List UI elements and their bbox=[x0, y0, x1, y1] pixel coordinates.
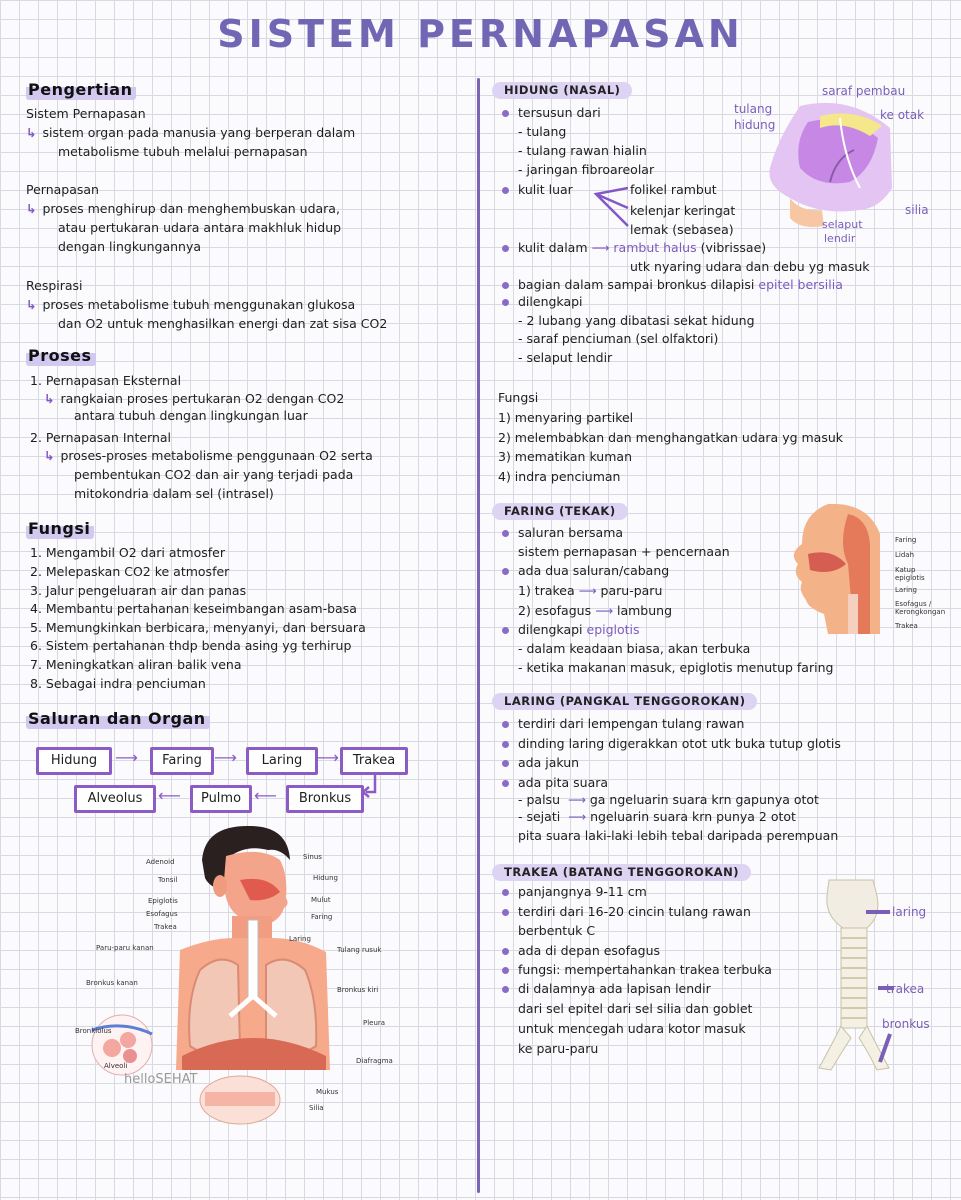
proses-item-2: 2. Pernapasan Internal bbox=[30, 430, 172, 445]
arrow-icon: ⟶ bbox=[568, 809, 587, 824]
label-sinus: Sinus bbox=[303, 853, 322, 861]
arrow-icon: ⟶ bbox=[578, 583, 597, 598]
bullet-icon bbox=[502, 110, 509, 117]
label-bronkiolus: Bronkiolus bbox=[75, 1027, 112, 1035]
saluran-heading: Saluran dan Organ bbox=[26, 709, 210, 729]
label-trakea: Trakea bbox=[895, 622, 918, 630]
bullet-icon bbox=[502, 780, 509, 787]
faring-b1-2: sistem pernapasan + pencernaan bbox=[518, 544, 730, 559]
trakea-b3: ada di depan esofagus bbox=[500, 941, 660, 960]
proses-item-2-desc-2: pembentukan CO2 dan air yang terjadi pada bbox=[74, 467, 354, 482]
page-title: SISTEM PERNAPASAN bbox=[217, 12, 744, 56]
bullet-icon bbox=[502, 627, 509, 634]
trakea-pill: TRAKEA (BATANG TENGGOROKAN) bbox=[492, 864, 751, 881]
proses-item-1: 1. Pernapasan Eksternal bbox=[30, 373, 182, 388]
trakea-b5-4: ke paru-paru bbox=[518, 1041, 599, 1056]
bullet-icon bbox=[502, 967, 509, 974]
label-katup-epiglotis: Katup epiglotis bbox=[895, 566, 925, 582]
return-arrow-icon: ↳ bbox=[26, 297, 37, 312]
label-mulut: Mulut bbox=[311, 896, 331, 904]
flow-arrow-icon: ⟵ bbox=[158, 786, 181, 805]
bullet-icon bbox=[502, 741, 509, 748]
hidung-fungsi-item: 4) indra penciuman bbox=[498, 469, 621, 484]
sistem-def-2: metabolisme tubuh melalui pernapasan bbox=[58, 144, 308, 159]
trakea-b5: di dalamnya ada lapisan lendir bbox=[500, 979, 711, 998]
pengertian-heading: Pengertian bbox=[26, 80, 136, 100]
label-esofagus: Esofagus / Kerongkongan bbox=[895, 600, 946, 616]
label-trakea: Trakea bbox=[154, 923, 177, 931]
faring-b3-item: - ketika makanan masuk, epiglotis menutup faring bbox=[518, 660, 834, 675]
watermark: helloSEHAT bbox=[124, 1072, 198, 1087]
bullet-icon bbox=[502, 245, 509, 252]
laring-b4: ada pita suara bbox=[500, 773, 608, 792]
proses-item-2-desc: ↳ proses-proses metabolisme penggunaan O2 serta bbox=[44, 448, 373, 463]
laring-b3: ada jakun bbox=[500, 753, 579, 772]
flow-trakea: Trakea bbox=[340, 747, 408, 775]
annot-laring: laring bbox=[892, 905, 927, 919]
flow-arrow-icon: ⟶ bbox=[214, 748, 237, 767]
bullet-icon bbox=[502, 299, 509, 306]
flow-arrow-icon: ⟶ bbox=[115, 748, 138, 767]
faring-b3: dilengkapi epiglotis bbox=[500, 620, 640, 639]
fungsi-heading: Fungsi bbox=[26, 519, 94, 539]
annot-ke-otak: ke otak bbox=[880, 108, 925, 122]
label-faring: Faring bbox=[311, 913, 333, 921]
annot-selaput: selaput bbox=[822, 218, 863, 231]
label-diafragma: Diafragma bbox=[356, 1057, 393, 1065]
annot-lendir: lendir bbox=[824, 232, 856, 245]
bullet-icon bbox=[502, 948, 509, 955]
label-paru-kanan: Paru-paru kanan bbox=[96, 944, 154, 952]
hidung-tersusun-item: - jaringan fibroareolar bbox=[518, 162, 655, 177]
faring-b1: saluran bersama bbox=[500, 523, 623, 542]
label-tonsil: Tonsil bbox=[158, 876, 178, 884]
trakea-b2: terdiri dari 16-20 cincin tulang rawan bbox=[500, 902, 751, 921]
laring-palsu: - palsu ⟶ ga ngeluarin suara krn gapunya otot bbox=[518, 792, 819, 807]
hidung-dilengkapi: dilengkapi bbox=[500, 292, 583, 311]
trakea-b4: fungsi: mempertahankan trakea terbuka bbox=[500, 960, 772, 979]
laring-b4-end: pita suara laki-laki lebih tebal daripada perempuan bbox=[518, 828, 839, 843]
laring-pill: LARING (PANGKAL TENGGOROKAN) bbox=[492, 693, 757, 710]
label-bronkus-kanan: Bronkus kanan bbox=[86, 979, 138, 987]
fungsi-item: 6. Sistem pertahanan thdp benda asing yg terhirup bbox=[30, 638, 352, 653]
label-laring: Laring bbox=[895, 586, 917, 594]
label-esofagus: Esofagus bbox=[146, 910, 178, 918]
proses-heading: Proses bbox=[26, 346, 96, 366]
flow-hidung: Hidung bbox=[36, 747, 112, 775]
faring-pill: FARING (TEKAK) bbox=[492, 503, 628, 520]
label-adenoid: Adenoid bbox=[146, 858, 175, 866]
fungsi-item: 3. Jalur pengeluaran air dan panas bbox=[30, 583, 247, 598]
hidung-fungsi-label: Fungsi bbox=[498, 390, 539, 405]
flow-laring: Laring bbox=[246, 747, 318, 775]
label-laring: Laring bbox=[289, 935, 311, 943]
arrow-icon: ⟶ bbox=[591, 240, 610, 255]
trakea-b2-2: berbentuk C bbox=[518, 923, 596, 938]
bullet-icon bbox=[502, 909, 509, 916]
hidung-tersusun-item: - tulang rawan hialin bbox=[518, 143, 647, 158]
label-tulang-rusuk: Tulang rusuk bbox=[337, 946, 382, 954]
annot-bronkus: bronkus bbox=[882, 1017, 930, 1031]
trakea-b1: panjangnya 9-11 cm bbox=[500, 882, 647, 901]
hidung-dilengkapi-item: - 2 lubang yang dibatasi sekat hidung bbox=[518, 313, 755, 328]
laring-sejati: - sejati ⟶ ngeluarin suara krn punya 2 otot bbox=[518, 809, 796, 824]
sistem-label: Sistem Pernapasan bbox=[26, 106, 146, 121]
pernapasan-def: ↳ proses menghirup dan menghembuskan udara, bbox=[26, 201, 340, 216]
return-arrow-icon: ↳ bbox=[26, 125, 37, 140]
proses-item-2-desc-3: mitokondria dalam sel (intrasel) bbox=[74, 486, 274, 501]
fungsi-item: 4. Membantu pertahanan keseimbangan asam-basa bbox=[30, 601, 357, 616]
hidung-fungsi-item: 3) mematikan kuman bbox=[498, 449, 632, 464]
pernapasan-def-2: atau pertukaran udara antara makhluk hidup bbox=[58, 220, 342, 235]
label-epiglotis: Epiglotis bbox=[148, 897, 178, 905]
trakea-b5-3: untuk mencegah udara kotor masuk bbox=[518, 1021, 746, 1036]
label-lidah: Lidah bbox=[895, 551, 915, 559]
faring-b2-2: 2) esofagus ⟶ lambung bbox=[518, 603, 673, 618]
hidung-kulit-dalam-2: utk nyaring udara dan debu yg masuk bbox=[630, 259, 870, 274]
faring-b2: ada dua saluran/cabang bbox=[500, 561, 669, 580]
kulit-luar-item: lemak (sebasea) bbox=[630, 222, 734, 237]
fungsi-item: 8. Sebagai indra penciuman bbox=[30, 676, 206, 691]
bullet-icon bbox=[502, 889, 509, 896]
pharynx-illustration bbox=[788, 504, 888, 634]
return-arrow-icon: ↳ bbox=[44, 448, 55, 463]
label-silia: Silia bbox=[309, 1104, 324, 1112]
laring-b2: dinding laring digerakkan otot utk buka tutup glotis bbox=[500, 734, 841, 753]
laring-b1: terdiri dari lempengan tulang rawan bbox=[500, 714, 744, 733]
flow-alveolus: Alveolus bbox=[74, 785, 156, 813]
arrow-icon: ⟶ bbox=[567, 792, 586, 807]
hidung-pill: HIDUNG (NASAL) bbox=[492, 82, 632, 99]
annot-silia: silia bbox=[905, 203, 929, 217]
respirasi-def-2: dan O2 untuk menghasilkan energi dan zat sisa CO2 bbox=[58, 316, 388, 331]
column-divider bbox=[477, 78, 480, 1193]
flow-bronkus: Bronkus bbox=[286, 785, 364, 813]
sistem-def: ↳ sistem organ pada manusia yang berperan dalam bbox=[26, 125, 356, 140]
arrow-icon: ⟶ bbox=[595, 603, 613, 618]
bullet-icon bbox=[502, 568, 509, 575]
annot-hidung: hidung bbox=[734, 118, 776, 132]
fungsi-item: 2. Melepaskan CO2 ke atmosfer bbox=[30, 564, 230, 579]
label-bronkus-kiri: Bronkus kiri bbox=[337, 986, 379, 994]
flow-pulmo: Pulmo bbox=[190, 785, 252, 813]
bullet-icon bbox=[502, 721, 509, 728]
return-arrow-icon: ↳ bbox=[26, 201, 37, 216]
annot-trakea: trakea bbox=[886, 982, 925, 996]
annot-tulang: tulang bbox=[734, 102, 773, 116]
faring-b2-1: 1) trakea ⟶ paru-paru bbox=[518, 583, 663, 598]
label-faring: Faring bbox=[895, 536, 917, 544]
fungsi-item: 1. Mengambil O2 dari atmosfer bbox=[30, 545, 225, 560]
branch-arrow-icon bbox=[590, 184, 630, 230]
label-alveoli: Alveoli bbox=[104, 1062, 128, 1070]
flow-arrow-icon: ⟶ bbox=[316, 748, 339, 767]
bullet-icon bbox=[502, 530, 509, 537]
bullet-icon bbox=[502, 187, 509, 194]
respirasi-def: ↳ proses metabolisme tubuh menggunakan glukosa bbox=[26, 297, 356, 312]
hidung-fungsi-item: 2) melembabkan dan menghangatkan udara yg masuk bbox=[498, 430, 844, 445]
flow-arrow-icon: ⟵ bbox=[254, 786, 277, 805]
proses-item-1-desc: ↳ rangkaian proses pertukaran O2 dengan CO2 bbox=[44, 391, 345, 406]
label-mukus: Mukus bbox=[316, 1088, 339, 1096]
kulit-luar-item: kelenjar keringat bbox=[630, 203, 736, 218]
pernapasan-def-3: dengan lingkungannya bbox=[58, 239, 202, 254]
hidung-bagian-dalam: bagian dalam sampai bronkus dilapisi epitel bersilia bbox=[500, 275, 843, 294]
hidung-fungsi-item: 1) menyaring partikel bbox=[498, 410, 634, 425]
hidung-tersusun-item: - tulang bbox=[518, 124, 567, 139]
trakea-b5-2: dari sel epitel dari sel silia dan goblet bbox=[518, 1001, 753, 1016]
hidung-kulit-luar: kulit luar bbox=[500, 180, 573, 199]
kulit-luar-item: folikel rambut bbox=[630, 182, 717, 197]
bullet-icon bbox=[502, 282, 509, 289]
hidung-tersusun: tersusun dari bbox=[500, 103, 601, 122]
label-pleura: Pleura bbox=[363, 1019, 386, 1027]
flow-faring: Faring bbox=[150, 747, 214, 775]
annot-saraf-pembau: saraf pembau bbox=[822, 84, 906, 98]
hidung-dilengkapi-item: - selaput lendir bbox=[518, 350, 613, 365]
fungsi-item: 7. Meningkatkan aliran balik vena bbox=[30, 657, 242, 672]
faring-b3-item: - dalam keadaan biasa, akan terbuka bbox=[518, 641, 751, 656]
bullet-icon bbox=[502, 986, 509, 993]
hidung-kulit-dalam: kulit dalam ⟶ rambut halus (vibrissae) bbox=[500, 238, 766, 257]
proses-item-1-desc-2: antara tubuh dengan lingkungan luar bbox=[74, 408, 308, 423]
hidung-dilengkapi-item: - saraf penciuman (sel olfaktori) bbox=[518, 331, 719, 346]
label-hidung: Hidung bbox=[313, 874, 338, 882]
pernapasan-label: Pernapasan bbox=[26, 182, 99, 197]
respirasi-label: Respirasi bbox=[26, 278, 83, 293]
bullet-icon bbox=[502, 760, 509, 767]
fungsi-item: 5. Memungkinkan berbicara, menyanyi, dan bersuara bbox=[30, 620, 366, 635]
return-arrow-icon: ↳ bbox=[44, 391, 55, 406]
